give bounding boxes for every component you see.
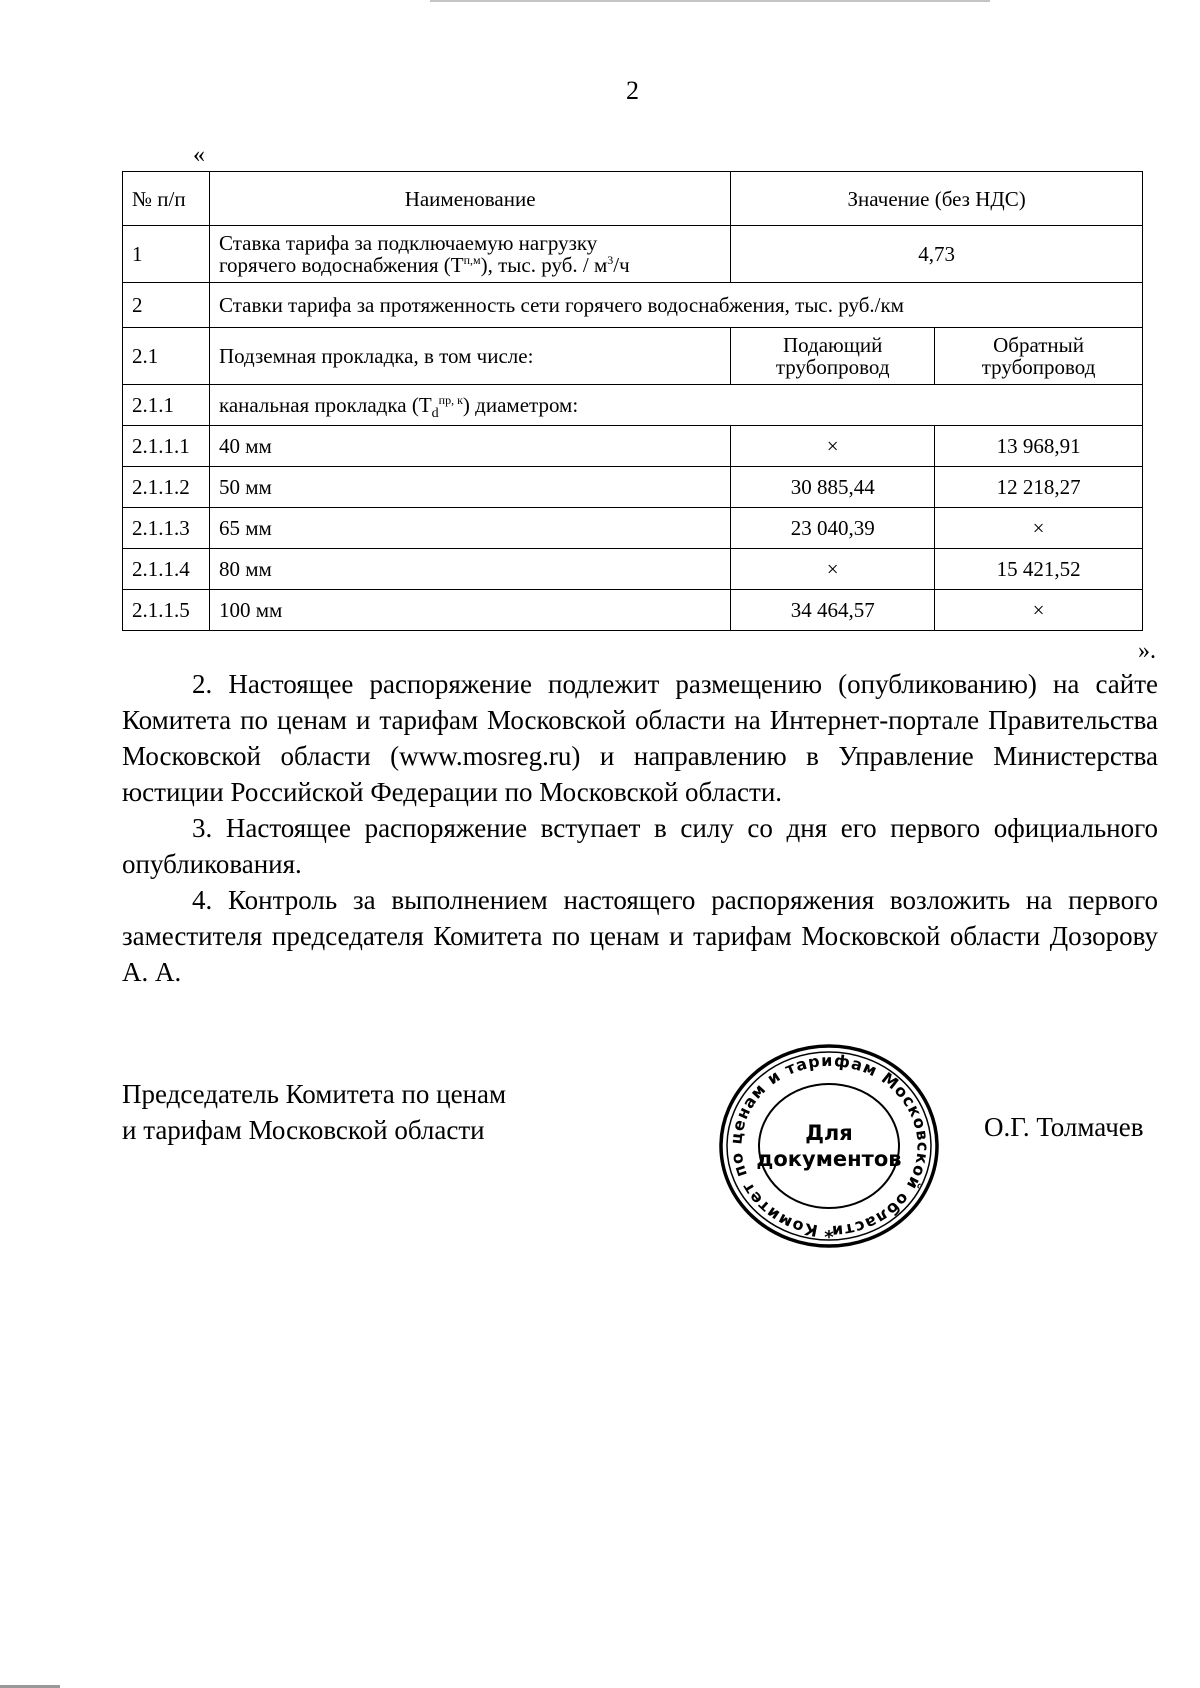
header-value: Значение (без НДС)	[731, 172, 1143, 226]
row-num: 2.1.1.1	[123, 426, 210, 467]
tariff-table	[122, 171, 1143, 631]
row-return: ×	[935, 590, 1143, 631]
scan-artifact-top	[430, 0, 990, 2]
table-row	[123, 467, 1143, 508]
row-num: 2.1.1.5	[123, 590, 210, 631]
row-return: ×	[935, 508, 1143, 549]
stamp-star: *	[824, 1227, 834, 1248]
table-row	[123, 328, 1143, 385]
signer-title-line1: Председатель Комитета по ценам	[122, 1079, 507, 1109]
row-name-text: горячего водоснабжения (Т	[218, 253, 464, 277]
table-header-row	[123, 172, 1143, 226]
quote-open: «	[193, 142, 205, 168]
superscript: пр, к	[438, 393, 463, 407]
table-row	[123, 226, 1143, 283]
signer-title	[122, 1076, 506, 1148]
row-num: 2	[123, 283, 210, 328]
row-name: 50 мм	[209, 467, 730, 508]
paragraph-publication: 2. Настоящее распоряжение подлежит размещению (опубликованию) на сайте Комитета по ценам и тарифам Московской области на Интернет-портале Правительства Московской области (www.mosreg.ru) и направлению в Управление Министерства юстиции Российской Федерации по Московской области.	[122, 669, 1158, 807]
superscript: 3	[607, 253, 614, 267]
column-supply-label: Подающий трубопровод	[731, 328, 935, 385]
row-name-text: /ч	[613, 253, 630, 277]
row-name: 80 мм	[209, 549, 730, 590]
column-return-label: Обратный трубопровод	[935, 328, 1143, 385]
row-supply: 30 885,44	[731, 467, 935, 508]
official-stamp	[709, 1038, 949, 1254]
subscript: d	[431, 406, 439, 422]
header-name: Наименование	[209, 172, 730, 226]
header-num: № п/п	[123, 172, 210, 226]
table-row	[123, 426, 1143, 467]
row-name-text: ), тыс. руб. / м	[480, 253, 608, 277]
table-row	[123, 385, 1143, 426]
row-supply: 34 464,57	[731, 590, 935, 631]
row-name: 65 мм	[209, 508, 730, 549]
row-num: 1	[123, 226, 210, 283]
table-row	[123, 283, 1143, 328]
row-value: 4,73	[731, 226, 1143, 283]
row-name: Ставки тарифа за протяженность сети горячего водоснабжения, тыс. руб./км	[209, 283, 1142, 328]
row-name	[209, 385, 1142, 426]
row-return: 12 218,27	[935, 467, 1143, 508]
quote-close: ».	[1138, 638, 1156, 664]
row-name: 40 мм	[209, 426, 730, 467]
row-num: 2.1.1.3	[123, 508, 210, 549]
row-supply: ×	[731, 426, 935, 467]
row-name-line1: Ставка тарифа за подключаемую нагрузку	[218, 231, 598, 255]
row-num: 2.1.1.4	[123, 549, 210, 590]
paragraph-effective-date: 3. Настоящее распоряжение вступает в силу со дня его первого официального опубликования.	[122, 813, 1158, 879]
stamp-center-line2: документов	[756, 1147, 902, 1171]
row-num: 2.1.1	[123, 385, 210, 426]
signer-title-line2: и тарифам Московской области	[122, 1115, 485, 1145]
row-return: 15 421,52	[935, 549, 1143, 590]
page-number: 2	[626, 76, 639, 105]
row-num: 2.1	[123, 328, 210, 385]
table-row	[123, 508, 1143, 549]
row-return: 13 968,91	[935, 426, 1143, 467]
row-name	[209, 226, 730, 283]
row-supply: ×	[731, 549, 935, 590]
row-name: 100 мм	[209, 590, 730, 631]
row-num: 2.1.1.2	[123, 467, 210, 508]
signer-name: О.Г. Толмачев	[984, 1112, 1144, 1142]
body-text	[122, 666, 1158, 990]
paragraph-control: 4. Контроль за выполнением настоящего распоряжения возложить на первого заместителя председателя Комитета по ценам и тарифам Московской области Дозорову А. А.	[122, 885, 1158, 987]
row-name: Подземная прокладка, в том числе:	[209, 328, 730, 385]
row-name-text: канальная прокладка (Т	[218, 393, 432, 417]
stamp-ring-text: Комитет по ценам и тарифам Московской области	[726, 1050, 933, 1242]
row-supply: 23 040,39	[731, 508, 935, 549]
table-row	[123, 590, 1143, 631]
table-row	[123, 549, 1143, 590]
row-name-text: ) диаметром:	[462, 393, 579, 417]
stamp-center-line1: Для	[805, 1121, 853, 1145]
superscript: п,м	[463, 253, 481, 267]
